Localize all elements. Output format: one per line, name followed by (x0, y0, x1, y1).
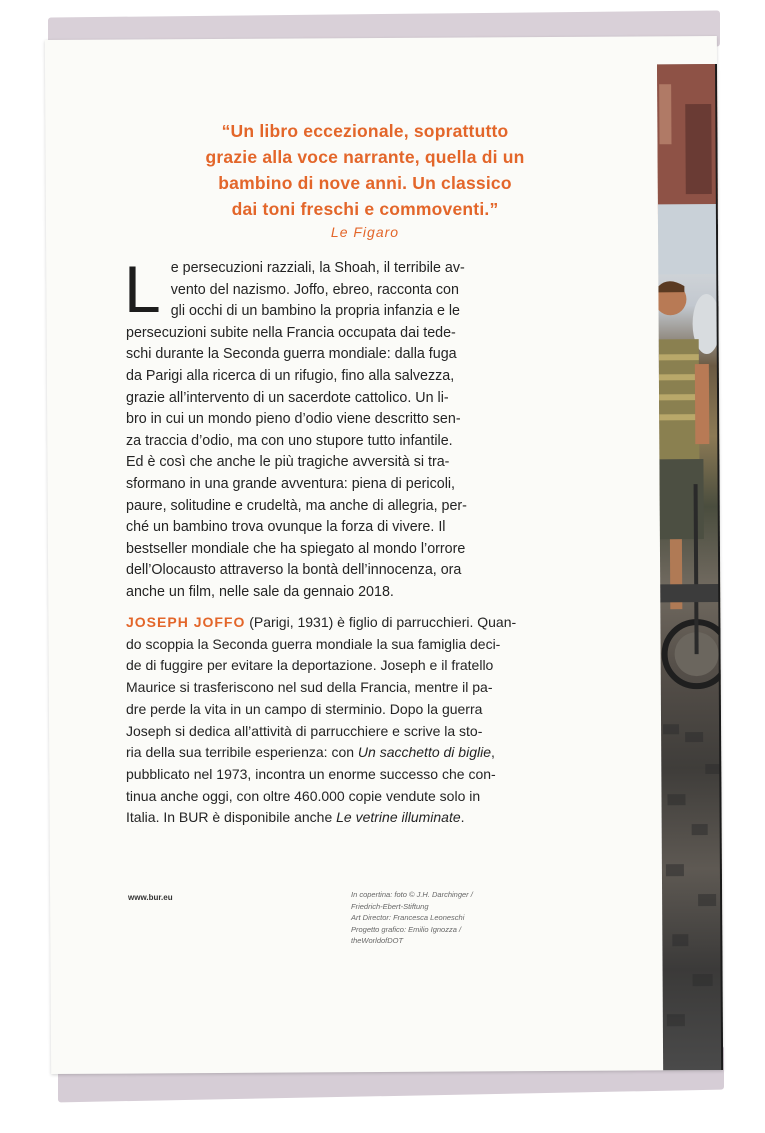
credit-line: Friedrich-Ebert-Stiftung (351, 901, 429, 911)
bio-line: pubblicato nel 1973, incontra un enorme successo che con- (126, 765, 496, 782)
punctuation: . (460, 809, 465, 826)
quote-line: bambino di nove anni. Un classico (218, 173, 512, 193)
blurb-line: da Parigi alla ricerca di un rifugio, fino alla salvezza, (126, 367, 455, 384)
press-quote (130, 118, 600, 222)
blurb-line: e persecuzioni razziali, la Shoah, il terribile av- (170, 260, 465, 276)
cover-photo-strip (657, 64, 723, 1070)
credit-line: theWorldofDOT (351, 936, 404, 946)
quote-line: dai toni freschi e commoventi.” (231, 199, 499, 219)
credit-line: Progetto grafico: Emilio Ignozza / (351, 924, 462, 934)
blurb-line: Ed è così che anche le più tragiche avversità si tra- (126, 454, 450, 471)
bio-line: tinua anche oggi, con oltre 460.000 copie vendute solo in (126, 787, 481, 804)
quote-source: Le Figaro (330, 224, 400, 240)
bio-line: de di fuggire per evitare la deportazione. Joseph e il fratello (126, 657, 494, 674)
punctuation: , (490, 744, 495, 761)
bio-line: Joseph si dedica all’attività di parrucchiere e scrive la sto- (126, 722, 483, 739)
bio-line: ria della sua terribile esperienza: con (126, 744, 358, 761)
blurb-line: vento del nazismo. Joffo, ebreo, racconta con (170, 281, 459, 298)
blurb-line: schi durante la Seconda guerra mondiale: dalla fuga (126, 346, 457, 363)
credit-line: In copertina: foto © J.H. Darchinger / (351, 890, 473, 899)
blurb-line: gli occhi di un bambino la propria infanzia e le (170, 303, 461, 320)
bio-line: Maurice si trasferiscono nel sud della Francia, mentre il pa- (126, 679, 493, 696)
blurb-line: grazie all’intervento di un sacerdote cattolico. Un li- (126, 389, 449, 406)
quote-line: “Un libro eccezionale, soprattutto (221, 121, 509, 141)
blurb-line: za traccia d’odio, ma con uno stupore tutto infantile. (126, 432, 453, 449)
blurb-line: persecuzioni subite nella Francia occupata dai tede- (126, 324, 456, 341)
blurb-line: bro in cui un mondo pieno d’odio viene descritto sen- (126, 411, 461, 428)
bio-line: do scoppia la Seconda guerra mondiale la sua famiglia deci- (126, 635, 501, 652)
drop-cap: L (124, 252, 161, 326)
blurb-line: ché un bambino trova ovunque la forza di vivere. Il (126, 519, 446, 536)
blurb-line: paure, solitudine e crudeltà, ma anche di allegria, per- (126, 497, 467, 514)
bio-line: (Parigi, 1931) è figlio di parrucchieri. Quan- (245, 614, 517, 630)
quote-line: grazie alla voce narrante, quella di un (205, 147, 525, 167)
blurb-line: dell’Olocausto attraverso la bontà dell’innocenza, ora (126, 562, 462, 579)
blurb-line: sformano in una grande avventura: piena di pericoli, (126, 475, 456, 492)
cover-credits (351, 889, 551, 947)
publisher-url: www.bur.eu (128, 893, 173, 902)
blurb-line: bestseller mondiale che ha spiegato al mondo l’orrore (126, 540, 466, 557)
bio-line: Italia. In BUR è disponibile anche (126, 809, 337, 826)
book-title: Le vetrine illuminate (336, 809, 461, 826)
book-title: Un sacchetto di biglie (357, 744, 491, 761)
credit-line: Art Director: Francesca Leoneschi (351, 913, 465, 923)
book-blurb (124, 252, 566, 604)
blurb-line: anche un film, nelle sale da gennaio 2018. (126, 583, 394, 600)
bio-line: dre perde la vita in un campo di sterminio. Dopo la guerra (126, 700, 483, 717)
author-name: JOSEPH JOFFO (126, 614, 246, 630)
author-bio (126, 612, 566, 829)
